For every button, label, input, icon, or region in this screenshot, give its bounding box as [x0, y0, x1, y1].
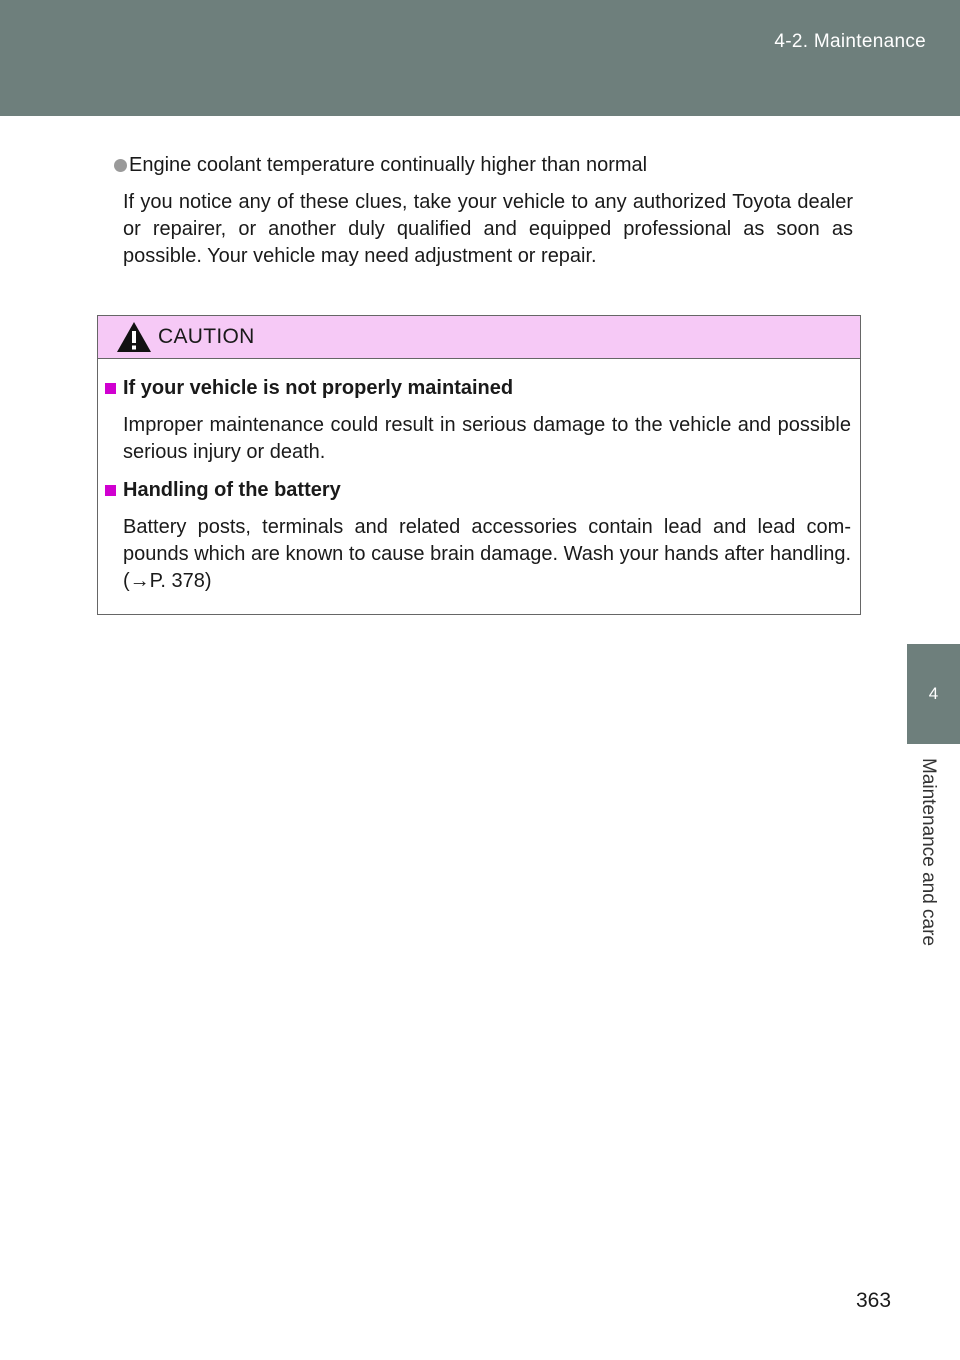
body-paragraph: If you notice any of these clues, take your vehicle to any authorized Toyota dealer or repairer, or another duly qualified and equipped professional as soon as possible. Your vehicle may need adjustment or repair. [123, 191, 853, 267]
bullet-dot-icon [114, 159, 127, 172]
bullet-text: Engine coolant temperature continually higher than normal [129, 154, 648, 176]
caution-body [98, 359, 860, 595]
main-content [123, 152, 853, 270]
chapter-number: 4 [928, 684, 939, 703]
square-bullet-icon [105, 485, 116, 496]
section-title: 4-2. Maintenance [774, 31, 926, 52]
caution-title: CAUTION [158, 325, 255, 348]
caution-item-heading-text: Handling of the battery [123, 479, 341, 501]
list-item [123, 152, 853, 179]
chapter-tab [907, 644, 960, 744]
header-bar [0, 0, 960, 116]
page-number: 363 [856, 1289, 892, 1312]
caution-item-text: Improper maintenance could result in serious damage to the vehicle and possible serious injury or death. [123, 414, 851, 463]
square-bullet-icon [105, 383, 116, 394]
chapter-label: Maintenance and care [918, 758, 939, 947]
caution-item-heading [123, 477, 851, 504]
caution-item-text: Battery posts, terminals and related accessories contain lead and lead com-pounds which are known to cause brain damage. Wash your hands after handling. (→P. 378) [123, 516, 851, 592]
warning-triangle-icon [116, 321, 152, 353]
caution-box [97, 315, 861, 615]
caution-header [98, 316, 860, 359]
caution-item-heading-text: If your vehicle is not properly maintained [123, 377, 514, 399]
caution-item-heading [123, 375, 851, 402]
